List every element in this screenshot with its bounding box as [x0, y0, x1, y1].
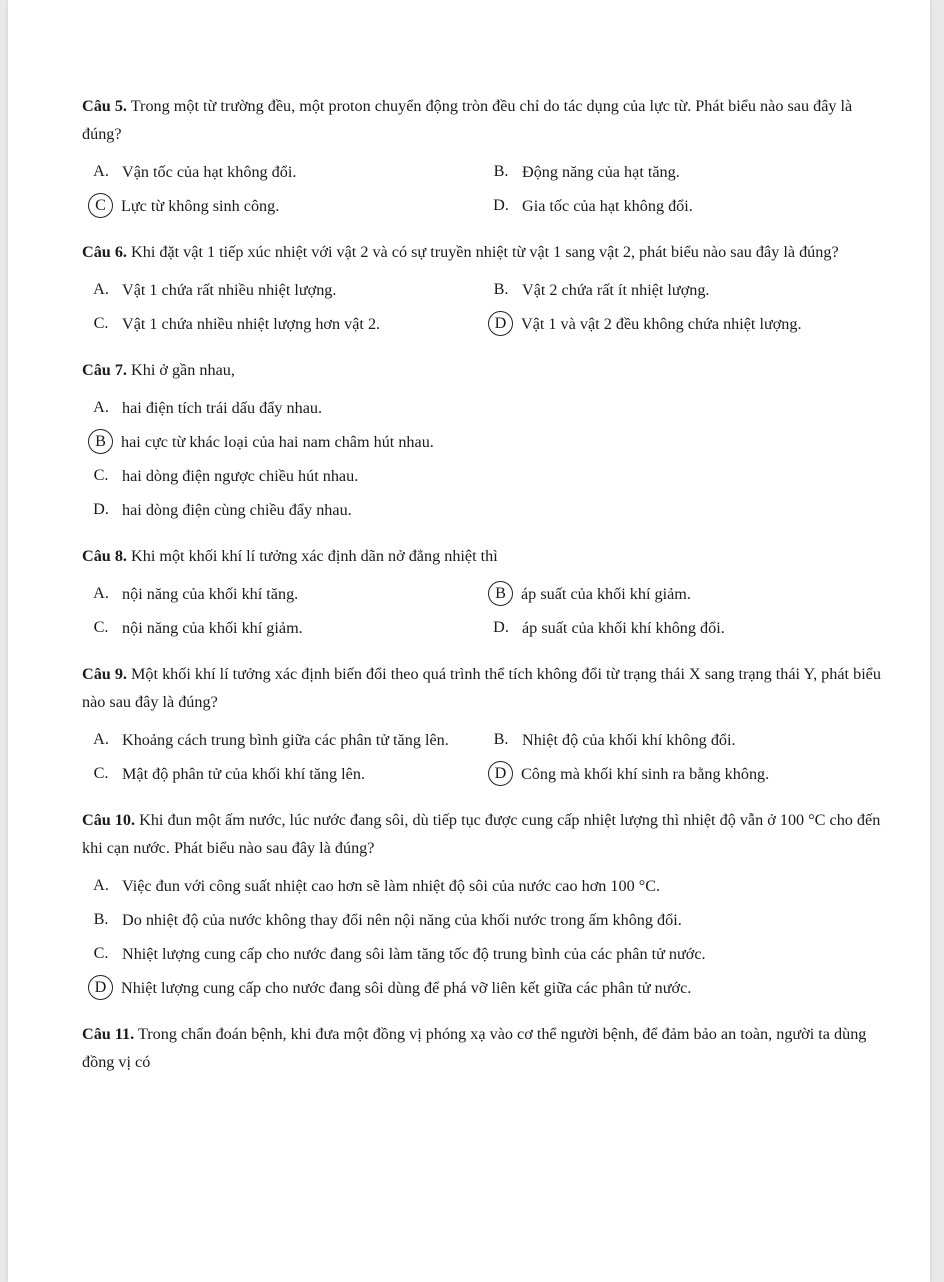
option-letter: A.	[93, 398, 109, 416]
circled-answer-letter: B	[88, 429, 113, 454]
question-stem	[82, 1020, 888, 1076]
circled-answer-letter: B	[488, 581, 513, 606]
option-letter: B.	[493, 162, 509, 180]
question-stem	[82, 356, 888, 384]
option-b	[82, 906, 888, 934]
question-text: Khi ở gần nhau,	[126, 361, 235, 379]
option-text: Mật độ phân tử của khối khí tăng lên.	[122, 765, 365, 783]
option-b	[482, 276, 882, 304]
question-text: Trong một từ trường đều, một proton chuyển động tròn đều chỉ do tác dụng của lực từ. Phát biểu nào sau đây là đúng?	[82, 97, 853, 143]
circled-answer-letter: D	[488, 761, 513, 786]
question-label: Câu 11.	[82, 1025, 135, 1043]
question-5	[82, 92, 888, 220]
option-text: Lực từ không sinh công.	[121, 197, 280, 215]
option-letter: C.	[93, 314, 109, 332]
option-text: Gia tốc của hạt không đổi.	[522, 197, 693, 215]
option-a	[82, 276, 482, 304]
question-10	[82, 806, 888, 1002]
option-text: Vật 1 chứa rất nhiều nhiệt lượng.	[122, 281, 337, 299]
option-letter: C.	[93, 944, 109, 962]
option-c	[82, 940, 888, 968]
options	[82, 394, 888, 524]
options	[82, 158, 888, 220]
option-c	[82, 192, 482, 220]
option-letter: D.	[493, 196, 509, 214]
option-d	[482, 614, 882, 642]
option-b	[482, 726, 882, 754]
question-stem	[82, 806, 888, 862]
option-text: Nhiệt độ của khối khí không đổi.	[522, 731, 736, 749]
option-letter: A.	[93, 162, 109, 180]
option-letter: A.	[93, 584, 109, 602]
question-9	[82, 660, 888, 788]
option-d	[82, 974, 888, 1002]
option-letter: B.	[493, 280, 509, 298]
option-text: Công mà khối khí sinh ra bằng không.	[521, 765, 770, 783]
option-a	[82, 394, 888, 422]
option-b	[482, 158, 882, 186]
question-label: Câu 6.	[82, 243, 127, 261]
option-text: hai cực từ khác loại của hai nam châm hút nhau.	[121, 433, 434, 451]
option-c	[82, 310, 482, 338]
circled-answer-letter: D	[88, 975, 113, 1000]
option-letter: D.	[493, 618, 509, 636]
option-text: Nhiệt lượng cung cấp cho nước đang sôi làm tăng tốc độ trung bình của các phân tử nước.	[122, 945, 706, 963]
question-11	[82, 1020, 888, 1076]
option-d	[482, 192, 882, 220]
question-text: Khi một khối khí lí tưởng xác định dãn nở đẳng nhiệt thì	[126, 547, 498, 565]
question-stem	[82, 660, 888, 716]
option-letter: A.	[93, 876, 109, 894]
question-label: Câu 10.	[82, 811, 136, 829]
option-letter: B.	[493, 730, 509, 748]
question-label: Câu 8.	[82, 547, 127, 565]
option-text: áp suất của khối khí không đổi.	[522, 619, 725, 637]
document-page	[8, 0, 930, 1282]
option-text: Động năng của hạt tăng.	[522, 163, 680, 181]
option-c	[82, 614, 482, 642]
option-letter: A.	[93, 280, 109, 298]
option-c	[82, 760, 482, 788]
option-text: Vận tốc của hạt không đổi.	[122, 163, 297, 181]
option-text: hai điện tích trái dấu đẩy nhau.	[122, 399, 323, 417]
option-a	[82, 580, 482, 608]
option-d	[482, 760, 882, 788]
question-text: Khi đun một ấm nước, lúc nước đang sôi, dù tiếp tục được cung cấp nhiệt lượng thì nhiệt độ vẫn ở 100 °C cho đến khi cạn nước. Phát biểu nào sau đây là đúng?	[82, 811, 881, 857]
question-text: Một khối khí lí tưởng xác định biến đổi theo quá trình thể tích không đổi từ trạng thái X sang trạng thái Y, phát biểu nào sau đây là đúng?	[82, 665, 881, 711]
option-a	[82, 872, 888, 900]
options	[82, 726, 888, 788]
option-text: Vật 1 chứa nhiều nhiệt lượng hơn vật 2.	[122, 315, 381, 333]
option-text: Việc đun với công suất nhiệt cao hơn sẽ làm nhiệt độ sôi của nước cao hơn 100 °C.	[122, 877, 661, 895]
option-text: Vật 2 chứa rất ít nhiệt lượng.	[522, 281, 710, 299]
circled-answer-letter: D	[488, 311, 513, 336]
option-text: Do nhiệt độ của nước không thay đổi nên nội năng của khối nước trong ấm không đổi.	[122, 911, 682, 929]
option-letter: B.	[93, 910, 109, 928]
option-letter: C.	[93, 466, 109, 484]
option-text: hai dòng điện ngược chiều hút nhau.	[122, 467, 359, 485]
option-text: áp suất của khối khí giảm.	[521, 585, 691, 603]
option-a	[82, 726, 482, 754]
option-d	[82, 496, 888, 524]
question-stem	[82, 92, 888, 148]
question-7	[82, 356, 888, 524]
question-8	[82, 542, 888, 642]
options	[82, 276, 888, 338]
question-stem	[82, 238, 888, 266]
question-label: Câu 5.	[82, 97, 127, 115]
question-text: Trong chẩn đoán bệnh, khi đưa một đồng vị phóng xạ vào cơ thể người bệnh, để đảm bảo an toàn, người ta dùng đồng vị có	[82, 1025, 867, 1071]
options	[82, 580, 888, 642]
question-text: Khi đặt vật 1 tiếp xúc nhiệt với vật 2 và có sự truyền nhiệt từ vật 1 sang vật 2, phát biểu nào sau đây là đúng?	[126, 243, 839, 261]
option-text: Khoảng cách trung bình giữa các phân tử tăng lên.	[122, 731, 449, 749]
option-letter: A.	[93, 730, 109, 748]
option-letter: C.	[93, 618, 109, 636]
option-text: Vật 1 và vật 2 đều không chứa nhiệt lượng.	[521, 315, 802, 333]
option-a	[82, 158, 482, 186]
circled-answer-letter: C	[88, 193, 113, 218]
option-text: hai dòng điện cùng chiều đẩy nhau.	[122, 501, 352, 519]
option-text: nội năng của khối khí tăng.	[122, 585, 299, 603]
option-text: Nhiệt lượng cung cấp cho nước đang sôi dùng để phá vỡ liên kết giữa các phân tử nước.	[121, 979, 692, 997]
question-stem	[82, 542, 888, 570]
option-text: nội năng của khối khí giảm.	[122, 619, 303, 637]
question-label: Câu 9.	[82, 665, 127, 683]
option-b	[82, 428, 888, 456]
exam-content	[82, 92, 888, 1076]
option-letter: D.	[93, 500, 109, 518]
option-c	[82, 462, 888, 490]
option-letter: C.	[93, 764, 109, 782]
question-6	[82, 238, 888, 338]
question-label: Câu 7.	[82, 361, 127, 379]
option-b	[482, 580, 882, 608]
options	[82, 872, 888, 1002]
option-d	[482, 310, 882, 338]
